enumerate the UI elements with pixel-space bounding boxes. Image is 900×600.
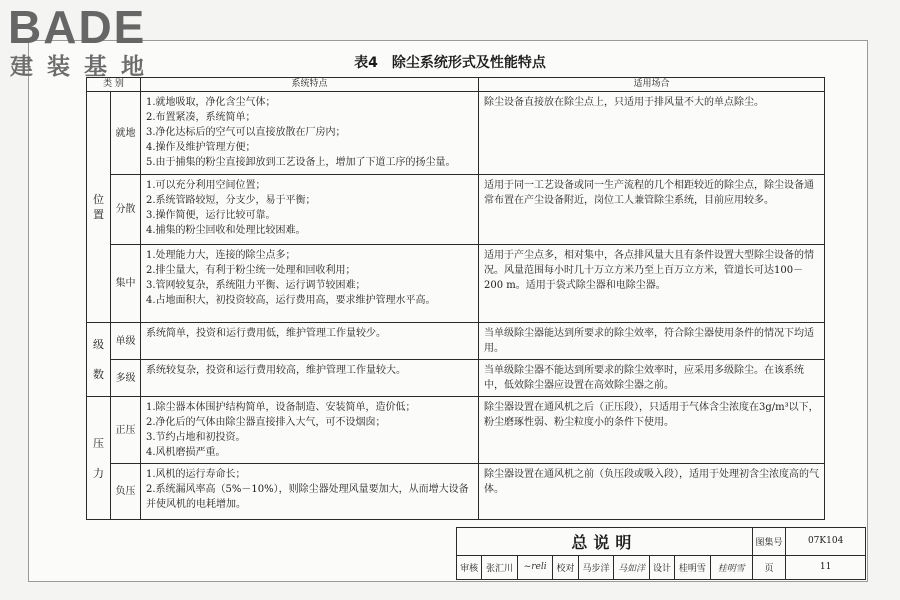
drawing-title: 总说明 [457,528,753,556]
feature-line: 2.布置紧凑，系统简单； [146,112,256,123]
occasions-cell [479,245,825,323]
features-cell [141,92,479,175]
table-row [87,323,825,360]
feature-line: 3.操作简便，运行比较可靠。 [146,210,276,221]
header-occasions: 适用场合 [479,78,825,92]
title-block [456,527,866,580]
occasions-cell [479,360,825,397]
category-cell: 压 力 [87,397,111,520]
occasion-line: 适用于同一工艺设备或同一生产流程的几个相距较近的除尘点，除尘设备通常布置在产尘设备附近，岗位工人兼管除尘系统，目前应用较多。 [484,180,814,206]
proofer-name: 马步洋 [578,555,614,579]
occasion-line: 除尘器设置在通风机之后（正压段），只适用于气体含尘浓度在3g/m³以下，粉尘磨琢性弱、粉尘粒度小的条件下使用。 [484,402,819,428]
atlas-number: 07K104 [786,528,866,556]
feature-line: 4.捕集的粉尘回收和处理比较困难。 [146,225,306,236]
feature-line: 1.就地吸取，净化含尘气体； [146,97,276,108]
feature-line: 5.由于捕集的粉尘直接卸放到工艺设备上，增加了下道工序的扬尘量。 [146,157,456,168]
reviewer-name: 张汇川 [482,555,518,579]
feature-line: 3.管网较复杂，系统阻力平衡、运行调节较困难； [146,280,366,291]
dust-system-table [86,77,825,520]
occasions-cell [479,397,825,464]
proof-label: 校对 [553,555,578,579]
table-row [87,397,825,464]
occasion-line: 当单级除尘器不能达到所要求的除尘效率时，应采用多级除尘。在该系统中，低效除尘器应设置在高效除尘器之前。 [484,365,804,391]
features-cell [141,360,479,397]
designer-name: 桂明雪 [675,555,711,579]
feature-line: 4.操作及维护管理方便； [146,142,256,153]
features-cell [141,175,479,245]
subcategory-cell: 负压 [111,464,141,520]
feature-line: 4.风机磨损严重。 [146,447,226,458]
occasion-line: 除尘器设置在通风机之前（负压段或吸入段），适用于处理初含尘浓度高的气体。 [484,469,819,495]
occasions-cell [479,92,825,175]
feature-line: 2.净化后的气体由除尘器直接排入大气，可不设烟囱； [146,417,386,428]
feature-line: 1.除尘器本体围护结构简单，设备制造、安装简单，造价低； [146,402,416,413]
occasion-line: 当单级除尘器能达到所要求的除尘效率，符合除尘器使用条件的情况下均适用。 [484,328,814,354]
logo-subtitle: 建装基地 [10,54,158,80]
design-label: 设计 [649,555,674,579]
features-cell [141,245,479,323]
feature-line: 2.排尘量大，有利于粉尘统一处理和回收利用； [146,265,356,276]
category-cell: 位 置 [87,92,111,323]
header-category: 类 别 [87,78,141,92]
table-row [87,175,825,245]
occasion-line: 除尘设备直接放在除尘点上，只适用于排风量不大的单点除尘。 [484,97,764,108]
features-cell [141,397,479,464]
occasions-cell [479,175,825,245]
logo-brand: BADE [8,1,147,53]
table-header-row [87,78,825,92]
category-cell: 级 数 [87,323,111,397]
feature-line: 系统简单，投资和运行费用低，维护管理工作量较少。 [146,328,386,339]
subcategory-cell: 多级 [111,360,141,397]
subcategory-cell: 分散 [111,175,141,245]
subcategory-cell: 集中 [111,245,141,323]
occasions-cell [479,323,825,360]
table-row [87,360,825,397]
occasions-cell [479,464,825,520]
feature-line: 3.节约占地和初投资。 [146,432,246,443]
page-number: 11 [786,555,866,579]
subcategory-cell: 就地 [111,92,141,175]
proofer-signature: 马如洋 [614,555,650,579]
subcategory-cell: 正压 [111,397,141,464]
feature-line: 3.净化达标后的空气可以直接放散在厂房内； [146,127,346,138]
feature-line: 2.系统管路较短，分支少，易于平衡； [146,195,316,206]
table-row [87,245,825,323]
designer-signature: 桂明雪 [710,555,752,579]
table-row [87,464,825,520]
bade-logo [8,1,183,84]
occasion-line: 适用于产尘点多，相对集中，各点排风量大且有条件设置大型除尘设备的情况。风量范围每小时几十万立方米乃至上百万立方米，管道长可达100－200 m。适用于袋式除尘器和电除尘器。 [484,250,814,291]
features-cell [141,464,479,520]
subcategory-cell: 单级 [111,323,141,360]
feature-line: 1.处理能力大，连接的除尘点多； [146,250,296,261]
feature-line: 4.占地面积大，初投资较高，运行费用高，要求维护管理水平高。 [146,295,436,306]
feature-line: 系统较复杂，投资和运行费用较高，维护管理工作量较大。 [146,365,406,376]
atlas-label: 图集号 [752,528,786,556]
reviewer-signature: ~reli [517,555,553,579]
review-label: 审核 [457,555,482,579]
feature-line: 2.系统漏风率高（5%－10%），则除尘器处理风量要加大，从而增大设备并使风机的电耗增加。 [146,484,469,510]
feature-line: 1.可以充分利用空间位置； [146,180,266,191]
table-row [87,92,825,175]
page-label: 页 [752,555,786,579]
table-title: 表4 除尘系统形式及性能特点 [354,55,546,71]
features-cell [141,323,479,360]
header-features: 系统特点 [141,78,479,92]
feature-line: 1.风机的运行寿命长； [146,469,246,480]
